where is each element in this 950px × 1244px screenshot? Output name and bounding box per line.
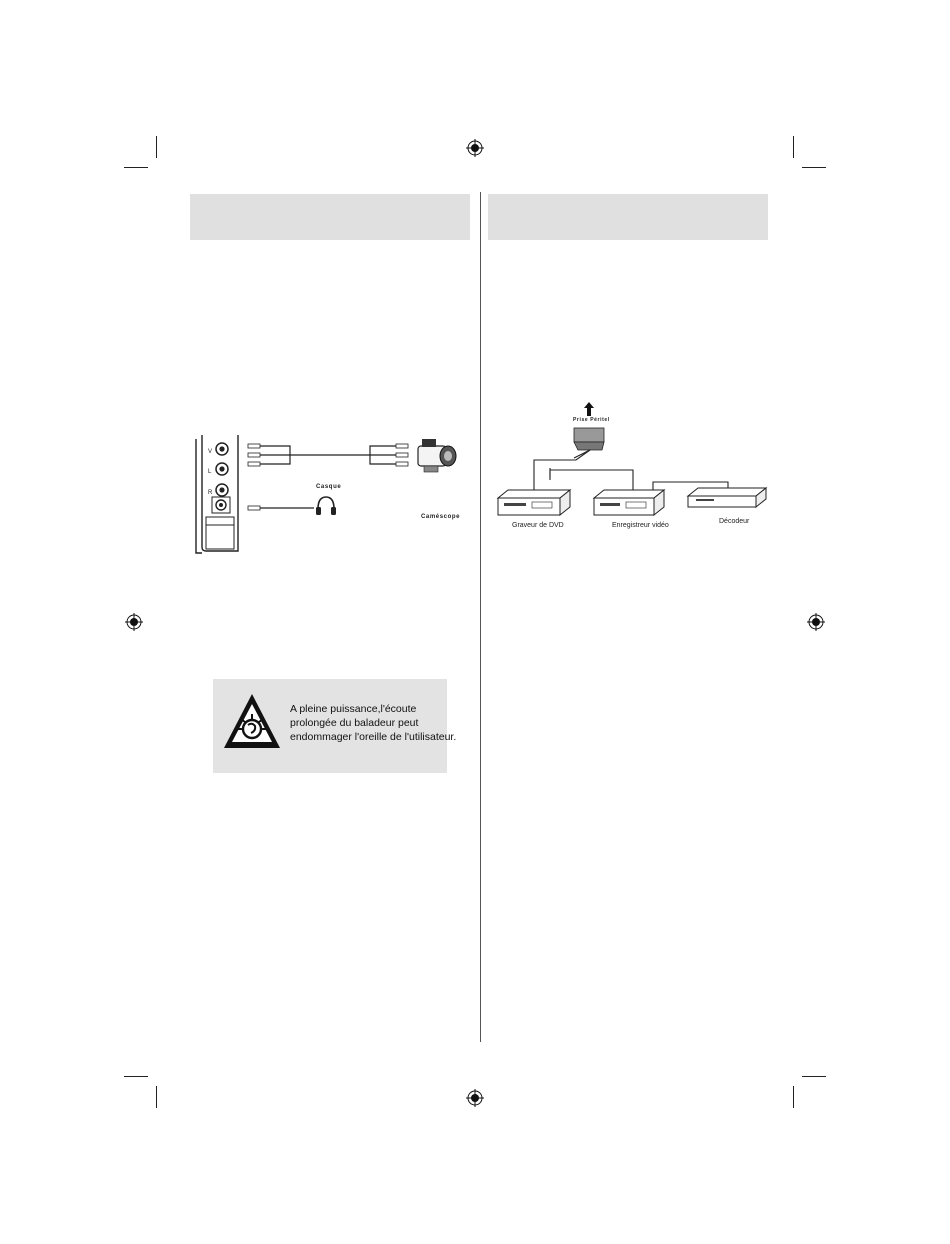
arrow-up-icon [584,402,594,416]
dvd-recorder [498,490,570,515]
camcorder-label: Caméscope [421,514,461,520]
crop-mark [793,1086,794,1108]
registration-mark-icon [466,1089,484,1107]
right-section-header [488,194,768,240]
device-label-video-recorder: Enregistreur vidéo [612,522,669,529]
crop-mark [793,136,794,158]
registration-mark-icon [466,139,484,157]
column-divider [480,192,481,1042]
crop-mark [124,1076,148,1077]
headphone-label: Casque [316,484,342,490]
crop-mark [124,167,148,168]
camcorder-icon [414,436,458,474]
warning-line: A pleine puissance,l'écoute [290,703,417,715]
warning-text [290,702,457,744]
crop-mark [802,1076,826,1077]
headphone-icon [314,495,338,517]
svg-text:L: L [208,469,212,475]
crop-mark [156,136,157,158]
video-recorder [594,490,664,515]
left-section-header [190,194,470,240]
crop-mark [156,1086,157,1108]
registration-mark-icon [807,613,825,631]
scart-label: Prise Péritel [573,417,610,423]
svg-text:V: V [208,449,213,455]
hearing-warning [213,679,457,773]
warning-line: prolongée du baladeur peut [290,717,419,729]
device-label-dvd-recorder: Graveur de DVD [512,522,564,529]
scart-chain-diagram [490,398,780,526]
registration-mark-icon [125,613,143,631]
warning-line: endommager l'oreille de l'utilisateur. [290,731,457,743]
decoder [688,488,766,507]
hearing-warning-icon [221,691,283,753]
device-label-decoder: Décodeur [719,518,750,525]
crop-mark [802,167,826,168]
svg-text:R: R [208,490,213,496]
